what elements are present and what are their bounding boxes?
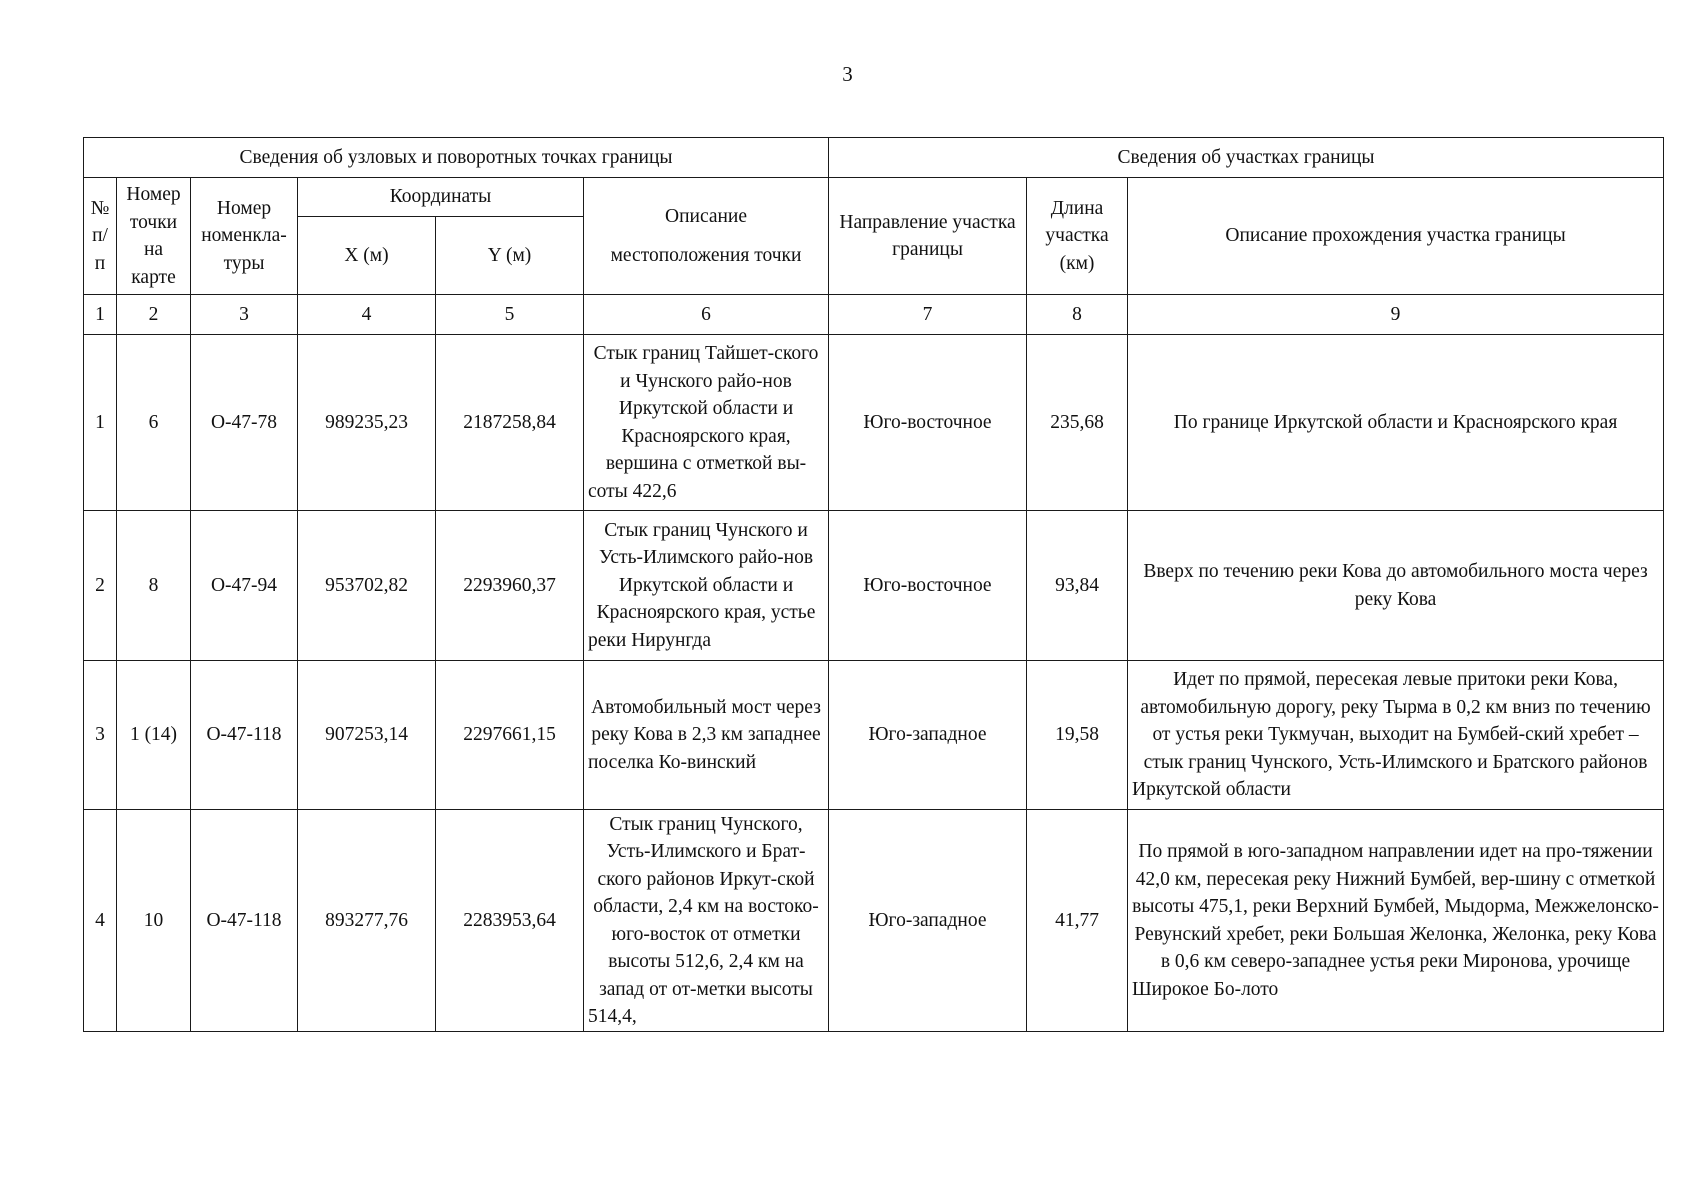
column-number: 8 <box>1027 295 1128 335</box>
sections-group-header: Сведения об участках границы <box>829 138 1664 178</box>
header-direction: Направление участка границы <box>829 178 1027 295</box>
cell-x: 893277,76 <box>298 810 436 1032</box>
header-nomenclature: Номер номенкла-туры <box>191 178 298 295</box>
points-group-header: Сведения об узловых и поворотных точках границы <box>84 138 829 178</box>
cell-location: Стык границ Тайшет-ского и Чунского райо-нов Иркутской области и Красноярского края, вершина с отметкой вы-соты 422,6 <box>584 335 829 511</box>
cell-num: 1 <box>84 335 117 511</box>
cell-location: Стык границ Чунского, Усть-Илимского и Брат-ского районов Иркут-ской области, 2,4 км на востоко-юго-восток от отметки высоты 512,6, 2,4 км на запад от от-метки высоты 514,4, <box>584 810 829 1032</box>
cell-y: 2297661,15 <box>436 661 584 810</box>
header-section-description: Описание прохождения участка границы <box>1128 178 1664 295</box>
cell-section: По границе Иркутской области и Красноярского края <box>1128 335 1664 511</box>
cell-direction: Юго-восточное <box>829 335 1027 511</box>
cell-length: 19,58 <box>1027 661 1128 810</box>
cell-length: 235,68 <box>1027 335 1128 511</box>
cell-map-point: 6 <box>117 335 191 511</box>
cell-y: 2293960,37 <box>436 511 584 661</box>
header-length: Длина участка (км) <box>1027 178 1128 295</box>
cell-length: 93,84 <box>1027 511 1128 661</box>
cell-section: Вверх по течению реки Кова до автомобильного моста через реку Кова <box>1128 511 1664 661</box>
cell-length: 41,77 <box>1027 810 1128 1032</box>
cell-section: По прямой в юго-западном направлении идет на про-тяжении 42,0 км, пересекая реку Нижний Бумбей, вер-шину с отметкой высоты 475,1, реки Верхний Бумбей, Мыдорма, Межжелонско-Ревунский хребет, реки Большая Желонка, Желонка, реку Кова в 0,6 км северо-западнее устья реки Миронова, урочище Широкое Бо-лото <box>1128 810 1664 1032</box>
cell-x: 989235,23 <box>298 335 436 511</box>
cell-nomenclature: О-47-118 <box>191 661 298 810</box>
cell-location: Стык границ Чунского и Усть-Илимского райо-нов Иркутской области и Красноярского края, устье реки Нирунгда <box>584 511 829 661</box>
header-x: X (м) <box>298 217 436 295</box>
header-y: Y (м) <box>436 217 584 295</box>
header-num: № п/п <box>84 178 117 295</box>
column-number: 2 <box>117 295 191 335</box>
header-location-description <box>584 178 829 295</box>
cell-x: 953702,82 <box>298 511 436 661</box>
column-number: 5 <box>436 295 584 335</box>
cell-direction: Юго-восточное <box>829 511 1027 661</box>
column-number: 3 <box>191 295 298 335</box>
header-location-line1: Описание <box>664 206 748 227</box>
cell-num: 4 <box>84 810 117 1032</box>
cell-nomenclature: О-47-78 <box>191 335 298 511</box>
cell-location: Автомобильный мост через реку Кова в 2,3 км западнее поселка Ко-винский <box>584 661 829 810</box>
table-row <box>84 335 1664 511</box>
header-coordinates: Координаты <box>298 178 584 217</box>
cell-nomenclature: О-47-118 <box>191 810 298 1032</box>
cell-section: Идет по прямой, пересекая левые притоки реки Кова, автомобильную дорогу, реку Тырма в 0,2 км вниз по течению от устья реки Тукмучан, выходит на Бумбей-ский хребет – стык границ Чунского, Усть-Илимского и Братского районов Иркутской области <box>1128 661 1664 810</box>
cell-num: 2 <box>84 511 117 661</box>
header-map-point: Номер точки на карте <box>117 178 191 295</box>
cell-map-point: 10 <box>117 810 191 1032</box>
cell-x: 907253,14 <box>298 661 436 810</box>
column-number: 1 <box>84 295 117 335</box>
cell-map-point: 1 (14) <box>117 661 191 810</box>
boundary-points-table <box>83 137 1664 1032</box>
table-row <box>84 511 1664 661</box>
cell-num: 3 <box>84 661 117 810</box>
cell-map-point: 8 <box>117 511 191 661</box>
cell-nomenclature: О-47-94 <box>191 511 298 661</box>
column-number: 7 <box>829 295 1027 335</box>
table-row <box>84 810 1664 1032</box>
column-number: 9 <box>1128 295 1664 335</box>
cell-direction: Юго-западное <box>829 661 1027 810</box>
page-number: 3 <box>842 62 853 86</box>
cell-y: 2187258,84 <box>436 335 584 511</box>
table-row <box>84 661 1664 810</box>
column-header-row <box>84 178 1664 217</box>
column-number-row <box>84 295 1664 335</box>
cell-y: 2283953,64 <box>436 810 584 1032</box>
group-header-row <box>84 138 1664 178</box>
cell-direction: Юго-западное <box>829 810 1027 1032</box>
header-location-line2: местоположения точки <box>610 244 802 266</box>
column-number: 4 <box>298 295 436 335</box>
column-number: 6 <box>584 295 829 335</box>
